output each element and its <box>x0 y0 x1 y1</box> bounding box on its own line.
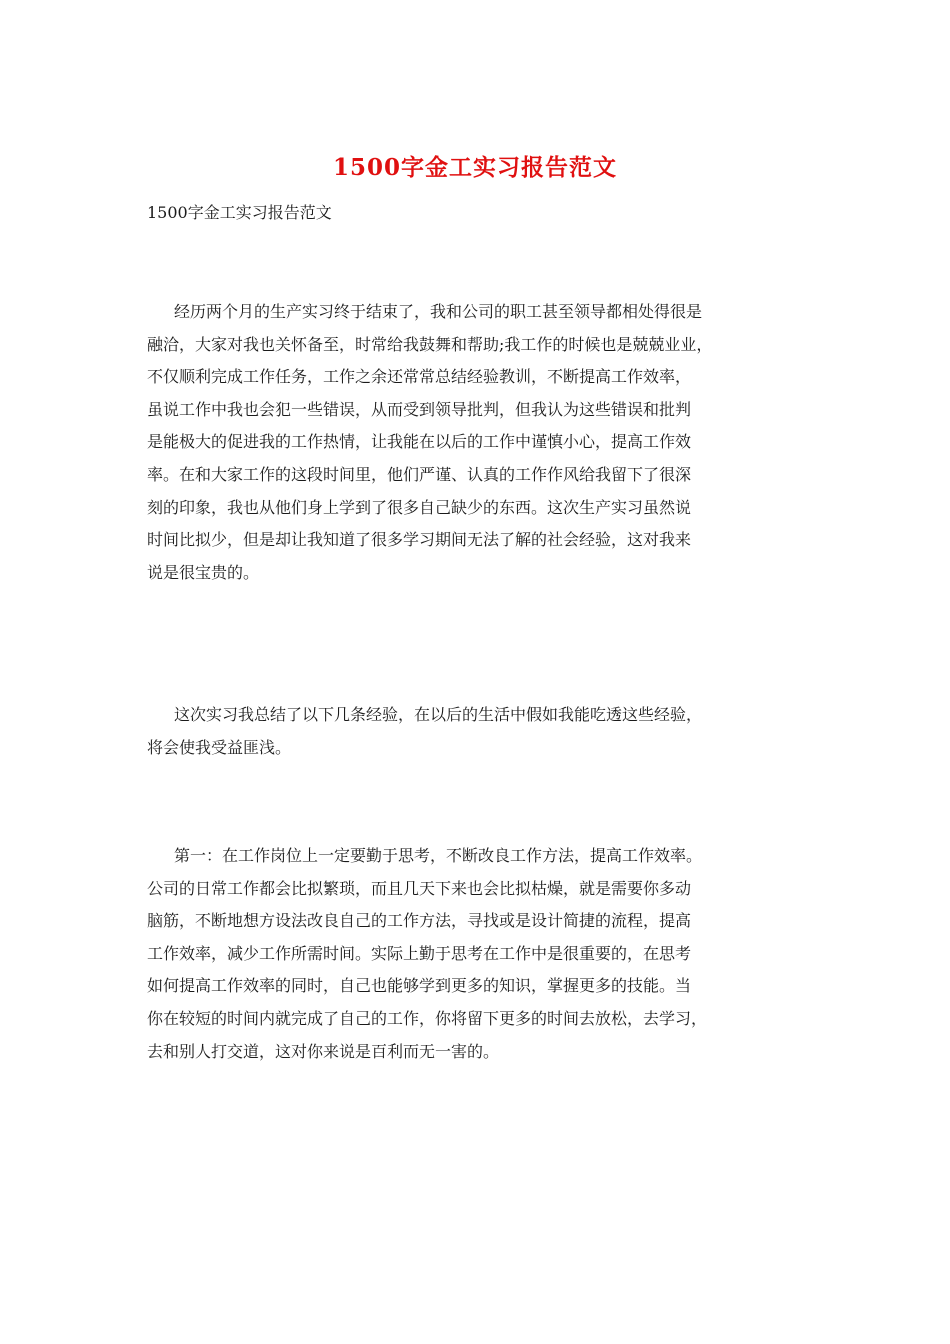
paragraph-line: 工作效率，减少工作所需时间。实际上勤于思考在工作中是很重要的，在思考 <box>147 943 692 963</box>
paragraph-line: 这次实习我总结了以下几条经验，在以后的生活中假如我能吃透这些经验， <box>174 705 703 724</box>
document-title: 1500字金工实习报告范文 <box>332 154 617 181</box>
paragraph-line: 虽说工作中我也会犯一些错误，从而受到领导批判，但我认为这些错误和批判 <box>147 399 692 419</box>
paragraph-summary <box>147 699 815 764</box>
document-subtitle: 1500字金工实习报告范文 <box>147 203 332 222</box>
paragraph-line: 如何提高工作效率的同时，自己也能够学到更多的知识，掌握更多的技能。当 <box>147 976 692 996</box>
paragraph-line: 是能极大的促进我的工作热情，让我能在以后的工作中谨慎小心，提高工作效 <box>147 432 692 452</box>
paragraph-line: 时间比拟少，但是却让我知道了很多学习期间无法了解的社会经验，这对我来 <box>147 530 692 550</box>
paragraph-line: 说是很宝贵的。 <box>147 562 260 582</box>
paragraph-line: 不仅顺利完成工作任务，工作之余还常常总结经验教训，不断提高工作效率， <box>147 367 692 387</box>
paragraph-line: 公司的日常工作都会比拟繁琐，而且几天下来也会比拟枯燥，就是需要你多动 <box>147 878 692 898</box>
paragraph-line: 脑筋，不断地想方设法改良自己的工作方法，寻找或是设计简捷的流程，提高 <box>147 911 692 931</box>
paragraph-line: 将会使我受益匪浅。 <box>147 737 292 757</box>
paragraph-line: 去和别人打交道，这对你来说是百利而无一害的。 <box>147 1041 500 1061</box>
paragraph-line: 经历两个月的生产实习终于结束了，我和公司的职工甚至领导都相处得很是 <box>174 302 703 321</box>
paragraph-line: 第一：在工作岗位上一定要勤于思考，不断改良工作方法，提高工作效率。 <box>174 846 703 865</box>
paragraph-line: 融洽，大家对我也关怀备至，时常给我鼓舞和帮助;我工作的时候也是兢兢业业， <box>147 334 713 354</box>
paragraph-experience <box>147 296 815 589</box>
paragraph-line: 率。在和大家工作的这段时间里，他们严谨、认真的工作作风给我留下了很深 <box>147 464 692 484</box>
paragraph-line: 刻的印象，我也从他们身上学到了很多自己缺少的东西。这次生产实习虽然说 <box>147 497 692 517</box>
paragraph-first-point <box>147 840 815 1068</box>
paragraph-line: 你在较短的时间内就完成了自己的工作，你将留下更多的时间去放松，去学习， <box>147 1008 708 1028</box>
